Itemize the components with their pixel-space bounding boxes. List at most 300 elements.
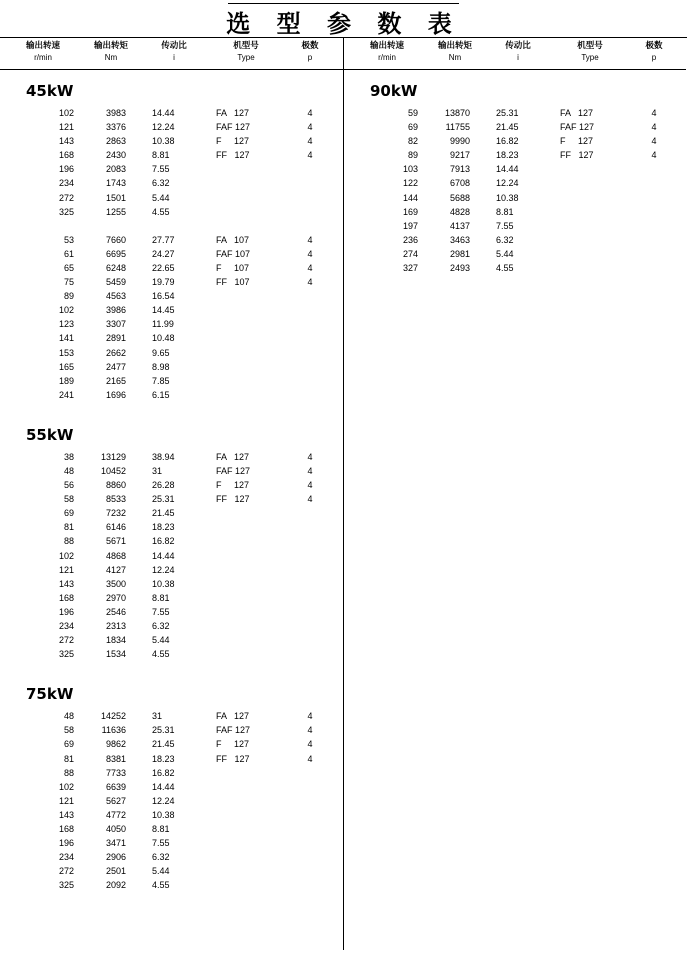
header-ratio-unit: i [173, 53, 175, 63]
cell-ratio: 11.99 [152, 319, 174, 330]
cell-ratio: 6.32 [152, 852, 170, 863]
header-output-torque-label: 输出转矩 [93, 41, 128, 51]
cell-poles: 4 [307, 108, 313, 118]
cell-ratio: 5.44 [496, 248, 514, 259]
table-row [0, 193, 343, 207]
cell-poles: 4 [651, 122, 657, 133]
cell-output-speed: 53 [63, 234, 74, 245]
ratio-group [0, 235, 343, 404]
cell-ratio: 25.31 [496, 108, 519, 118]
cell-ratio: 8.81 [496, 206, 514, 217]
cell-type: FF 107 [216, 277, 250, 288]
cell-output-speed: 89 [407, 150, 418, 161]
cell-output-torque: 13870 [444, 108, 470, 118]
cell-ratio: 7.55 [496, 220, 514, 231]
title-spacer [344, 100, 686, 108]
cell-output-torque: 3307 [105, 319, 126, 330]
cell-ratio: 6.32 [152, 621, 170, 631]
cell-poles: 4 [307, 753, 313, 764]
cell-output-speed: 88 [63, 536, 74, 547]
cell-output-torque: 8381 [105, 753, 126, 764]
cell-output-speed: 61 [63, 248, 74, 259]
header-output-torque-unit: Nm [448, 53, 462, 63]
cell-output-speed: 102 [58, 781, 74, 792]
cell-ratio: 5.44 [152, 866, 170, 877]
table-row [0, 810, 343, 824]
cell-output-speed: 234 [58, 852, 74, 863]
cell-poles: 4 [307, 136, 313, 147]
table-row [0, 782, 343, 796]
header-output-speed [354, 40, 420, 64]
cell-output-torque: 11636 [101, 725, 126, 736]
table-row [344, 178, 686, 192]
cell-output-speed: 56 [63, 480, 74, 491]
header-type [552, 40, 628, 64]
cell-ratio: 9.65 [152, 347, 170, 358]
cell-ratio: 25.31 [152, 494, 175, 505]
cell-type: FA 127 [216, 711, 250, 722]
cell-output-speed: 327 [402, 263, 418, 274]
table-row [0, 108, 343, 122]
power-block [344, 82, 686, 277]
cell-output-torque: 4563 [105, 291, 126, 302]
table-row [0, 725, 343, 739]
cell-ratio: 8.81 [152, 150, 170, 161]
table-row [344, 150, 686, 164]
cell-output-torque: 13129 [100, 451, 126, 462]
cell-output-speed: 121 [58, 795, 74, 806]
cell-output-torque: 2083 [105, 164, 126, 175]
cell-output-speed: 196 [58, 606, 74, 617]
cell-poles: 4 [651, 108, 657, 118]
header-type-label: 机型号 [233, 41, 259, 51]
cell-ratio: 24.27 [152, 248, 175, 259]
table-row [0, 164, 343, 178]
cell-output-torque: 7913 [449, 164, 470, 175]
header-poles-label: 极数 [645, 41, 663, 51]
header-ratio-label: 传动比 [505, 41, 531, 51]
table-row [0, 796, 343, 810]
cell-output-torque: 9990 [449, 136, 470, 147]
cell-output-torque: 1834 [105, 635, 126, 646]
cell-output-torque: 9217 [449, 150, 470, 161]
cell-output-speed: 58 [63, 494, 74, 505]
cell-output-speed: 88 [63, 767, 74, 778]
cell-output-torque: 1255 [105, 206, 126, 217]
cell-output-speed: 123 [58, 319, 74, 330]
power-block-title: 45kW [26, 82, 74, 100]
cell-output-torque: 3986 [105, 305, 126, 316]
cell-output-torque: 7232 [105, 508, 126, 519]
right-table-column [343, 38, 686, 950]
power-block-title: 90kW [370, 82, 418, 100]
cell-ratio: 14.44 [152, 781, 175, 792]
table-row [0, 305, 343, 319]
cell-output-speed: 75 [63, 277, 74, 288]
cell-output-torque: 6639 [105, 781, 126, 792]
cell-output-speed: 153 [58, 347, 74, 358]
cell-output-speed: 272 [58, 192, 74, 203]
cell-type: FF 127 [216, 494, 250, 505]
cell-output-speed: 141 [58, 333, 74, 344]
left-column-header-row [0, 38, 343, 70]
header-output-torque [78, 40, 144, 64]
table-row [0, 711, 343, 725]
cell-output-speed: 143 [58, 578, 74, 589]
cell-poles: 4 [651, 150, 657, 161]
cell-output-torque: 4127 [105, 564, 126, 575]
table-row [0, 593, 343, 607]
cell-ratio: 22.65 [152, 262, 175, 273]
table-row [0, 348, 343, 362]
cell-output-speed: 325 [58, 206, 74, 217]
cell-output-speed: 272 [58, 635, 74, 646]
cell-output-torque: 6146 [105, 522, 126, 533]
cell-output-torque: 1534 [105, 649, 126, 660]
table-row [0, 824, 343, 838]
cell-output-speed: 81 [63, 753, 74, 764]
cell-ratio: 12.24 [152, 122, 175, 133]
cell-ratio: 31 [152, 465, 163, 476]
cell-output-torque: 2970 [105, 592, 126, 603]
cell-poles: 4 [307, 248, 313, 259]
header-output-torque-unit: Nm [104, 53, 118, 63]
table-row [0, 768, 343, 782]
table-row [0, 291, 343, 305]
table-row [0, 866, 343, 880]
cell-output-torque: 1501 [105, 192, 126, 203]
cell-output-torque: 10452 [100, 465, 126, 476]
header-type [208, 40, 284, 64]
cell-output-speed: 165 [58, 361, 74, 372]
cell-ratio: 19.79 [152, 277, 175, 288]
cell-type: F 127 [216, 136, 250, 147]
table-row [0, 150, 343, 164]
cell-output-speed: 81 [63, 522, 74, 533]
cell-type: FA 127 [216, 108, 250, 118]
cell-output-torque: 3463 [449, 234, 470, 245]
cell-type: FF 127 [216, 753, 250, 764]
cell-ratio: 5.44 [152, 635, 170, 646]
cell-ratio: 12.24 [152, 795, 175, 806]
table-row [344, 108, 686, 122]
cell-ratio: 16.82 [496, 136, 519, 147]
cell-ratio: 38.94 [152, 451, 175, 462]
cell-output-torque: 14252 [100, 711, 126, 722]
title-spacer [0, 444, 343, 452]
cell-poles: 4 [307, 262, 313, 273]
table-row [0, 178, 343, 192]
table-row [0, 390, 343, 404]
table-body [0, 38, 687, 950]
table-row [0, 466, 343, 480]
cell-output-speed: 274 [402, 248, 418, 259]
table-row [0, 480, 343, 494]
ratio-group [344, 108, 686, 277]
title-spacer [0, 703, 343, 711]
cell-poles: 4 [307, 725, 313, 736]
cell-output-torque: 3376 [105, 122, 126, 133]
cell-output-speed: 196 [58, 164, 74, 175]
cell-output-speed: 325 [58, 880, 74, 891]
cell-ratio: 6.15 [152, 389, 170, 400]
cell-ratio: 14.44 [496, 164, 519, 175]
cell-ratio: 21.45 [496, 122, 519, 133]
cell-ratio: 18.23 [496, 150, 519, 161]
cell-type: F 107 [216, 262, 250, 273]
cell-ratio: 14.44 [152, 108, 175, 118]
cell-output-torque: 2891 [105, 333, 126, 344]
cell-output-torque: 4772 [105, 809, 126, 820]
cell-output-torque: 2662 [105, 347, 126, 358]
block-spacer [0, 663, 343, 685]
cell-type: FA 127 [560, 108, 594, 118]
cell-output-speed: 103 [402, 164, 418, 175]
table-row [0, 277, 343, 291]
power-block-title: 75kW [26, 685, 74, 704]
header-type-label: 机型号 [577, 41, 603, 51]
cell-output-speed: 89 [63, 291, 74, 302]
power-block [0, 685, 343, 894]
cell-output-torque: 3471 [105, 838, 126, 849]
cell-output-torque: 2165 [105, 375, 126, 386]
table-row [0, 551, 343, 565]
header-ratio-unit: i [517, 53, 519, 63]
cell-output-speed: 169 [402, 206, 418, 217]
cell-type: FAF 107 [216, 248, 251, 259]
table-row [0, 494, 343, 508]
table-row [0, 536, 343, 550]
cell-output-speed: 102 [58, 550, 74, 561]
table-row [0, 522, 343, 536]
cell-output-speed: 196 [58, 838, 74, 849]
cell-ratio: 8.81 [152, 824, 170, 835]
cell-output-torque: 2501 [105, 866, 126, 877]
ratio-group [0, 711, 343, 894]
table-row [0, 739, 343, 753]
header-ratio [490, 40, 546, 64]
table-row [0, 319, 343, 333]
cell-ratio: 5.44 [152, 192, 170, 203]
table-row [344, 207, 686, 221]
table-row [344, 122, 686, 136]
header-output-torque [422, 40, 488, 64]
cell-type: F 127 [216, 480, 250, 491]
cell-output-speed: 189 [58, 375, 74, 386]
cell-output-speed: 69 [63, 508, 74, 519]
table-row [0, 565, 343, 579]
cell-poles: 4 [307, 451, 313, 462]
cell-type: FA 127 [216, 451, 250, 462]
cell-output-speed: 69 [407, 122, 418, 133]
header-output-speed [10, 40, 76, 64]
table-row [0, 579, 343, 593]
cell-ratio: 7.55 [152, 164, 170, 175]
cell-output-torque: 6248 [105, 262, 126, 273]
cell-output-torque: 7660 [105, 234, 126, 245]
table-row [0, 635, 343, 649]
cell-ratio: 16.82 [152, 767, 175, 778]
left-table-column [0, 38, 343, 950]
cell-output-speed: 69 [63, 739, 74, 750]
cell-output-torque: 6708 [449, 178, 470, 189]
table-row [344, 249, 686, 263]
header-output-speed-label: 输出转速 [369, 41, 404, 51]
header-poles-unit: p [651, 53, 657, 63]
table-row [344, 235, 686, 249]
cell-ratio: 14.44 [152, 550, 175, 561]
cell-poles: 4 [307, 234, 313, 245]
table-row [0, 235, 343, 249]
cell-output-speed: 65 [63, 262, 74, 273]
cell-output-torque: 4828 [449, 206, 470, 217]
cell-output-torque: 1696 [105, 389, 126, 400]
cell-output-torque: 7733 [105, 767, 126, 778]
cell-output-speed: 38 [63, 451, 74, 462]
cell-poles: 4 [307, 480, 313, 491]
cell-ratio: 4.55 [152, 649, 170, 660]
cell-output-speed: 48 [63, 711, 74, 722]
cell-output-speed: 236 [402, 234, 418, 245]
table-row [0, 754, 343, 768]
table-row [0, 452, 343, 466]
cell-poles: 4 [307, 711, 313, 722]
cell-ratio: 18.23 [152, 753, 175, 764]
cell-output-torque: 8533 [105, 494, 126, 505]
power-block-title: 55kW [26, 425, 74, 444]
cell-output-torque: 3500 [105, 578, 126, 589]
cell-type: FAF 127 [560, 122, 595, 133]
ratio-group [0, 108, 343, 221]
cell-output-speed: 122 [402, 178, 418, 189]
cell-ratio: 6.32 [152, 178, 170, 189]
cell-ratio: 16.54 [152, 291, 175, 302]
table-row [0, 508, 343, 522]
cell-ratio: 10.38 [152, 578, 175, 589]
cell-type: FAF 127 [216, 465, 251, 476]
cell-output-torque: 6695 [105, 248, 126, 259]
cell-output-speed: 234 [58, 178, 74, 189]
cell-output-speed: 234 [58, 621, 74, 631]
cell-ratio: 25.31 [152, 725, 175, 736]
cell-ratio: 4.55 [152, 880, 170, 891]
cell-ratio: 14.45 [152, 305, 175, 316]
cell-type: FF 127 [560, 150, 594, 161]
header-ratio-label: 传动比 [161, 41, 187, 51]
header-output-speed-unit: r/min [378, 53, 396, 63]
cell-ratio: 31 [152, 711, 163, 722]
cell-ratio: 4.55 [496, 263, 514, 274]
cell-output-torque: 8860 [105, 480, 126, 491]
cell-poles: 4 [307, 739, 313, 750]
cell-ratio: 16.82 [152, 536, 175, 547]
table-row [0, 376, 343, 390]
cell-ratio: 12.24 [496, 178, 519, 189]
ratio-group [0, 452, 343, 663]
cell-output-speed: 59 [407, 108, 418, 118]
cell-poles: 4 [307, 122, 313, 133]
cell-output-torque: 4137 [449, 220, 470, 231]
cell-output-torque: 1743 [105, 178, 126, 189]
cell-output-torque: 4050 [105, 824, 126, 835]
cell-ratio: 10.38 [496, 192, 519, 203]
cell-output-speed: 102 [58, 108, 74, 118]
page-title: 选 型 参 数 表 [226, 10, 461, 38]
table-row [0, 249, 343, 263]
table-row [344, 164, 686, 178]
cell-type: FAF 127 [216, 122, 251, 133]
cell-output-speed: 82 [407, 136, 418, 147]
cell-ratio: 12.24 [152, 564, 175, 575]
cell-output-speed: 143 [58, 136, 74, 147]
cell-output-speed: 197 [402, 220, 418, 231]
cell-poles: 4 [307, 494, 313, 505]
page-title-area [0, 0, 687, 38]
cell-output-torque: 2981 [449, 248, 470, 259]
cell-output-torque: 2313 [105, 621, 126, 631]
cell-ratio: 10.38 [152, 809, 175, 820]
cell-poles: 4 [651, 136, 657, 147]
header-poles-unit: p [307, 53, 313, 63]
header-output-speed-label: 输出转速 [25, 41, 60, 51]
table-row [0, 362, 343, 376]
cell-ratio: 10.38 [152, 136, 175, 147]
cell-ratio: 7.85 [152, 375, 170, 386]
cell-output-speed: 168 [58, 824, 74, 835]
block-spacer [0, 404, 343, 426]
cell-ratio: 7.55 [152, 838, 170, 849]
cell-output-speed: 325 [58, 649, 74, 660]
cell-type: F 127 [560, 136, 594, 147]
cell-output-speed: 168 [58, 150, 74, 161]
table-row [0, 621, 343, 635]
cell-output-torque: 4868 [105, 550, 126, 561]
table-row [0, 880, 343, 894]
table-row [0, 207, 343, 221]
cell-output-speed: 58 [63, 725, 74, 736]
header-poles [632, 40, 676, 64]
right-column-blocks [344, 70, 686, 277]
cell-output-speed: 121 [58, 564, 74, 575]
block-spacer [0, 70, 343, 82]
table-row [344, 136, 686, 150]
cell-ratio: 8.81 [152, 592, 170, 603]
cell-ratio: 6.32 [496, 234, 514, 245]
cell-ratio: 21.45 [152, 508, 175, 519]
cell-output-torque: 5627 [105, 795, 126, 806]
cell-poles: 4 [307, 465, 313, 476]
cell-ratio: 10.48 [152, 333, 175, 344]
header-output-torque-label: 输出转矩 [437, 41, 472, 51]
cell-output-speed: 102 [58, 305, 74, 316]
cell-output-torque: 5671 [105, 536, 126, 547]
cell-output-speed: 168 [58, 592, 74, 603]
cell-output-torque: 5688 [449, 192, 470, 203]
cell-poles: 4 [307, 277, 313, 288]
cell-ratio: 26.28 [152, 480, 175, 491]
cell-ratio: 8.98 [152, 361, 170, 372]
cell-output-speed: 121 [58, 122, 74, 133]
cell-output-torque: 2477 [105, 361, 126, 372]
header-type-unit: Type [581, 53, 599, 63]
cell-output-torque: 2430 [105, 150, 126, 161]
header-poles-label: 极数 [301, 41, 319, 51]
cell-output-torque: 2906 [105, 852, 126, 863]
cell-poles: 4 [307, 150, 313, 161]
cell-output-torque: 2092 [105, 880, 126, 891]
cell-output-torque: 11755 [445, 122, 470, 133]
cell-output-speed: 241 [58, 389, 74, 400]
